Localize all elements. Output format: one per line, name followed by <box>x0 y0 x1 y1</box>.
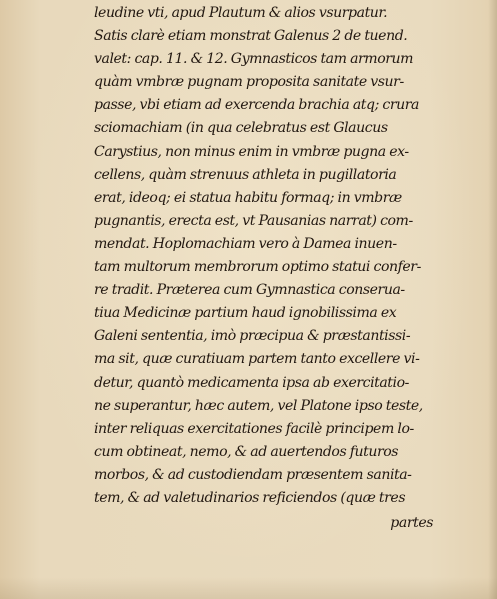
text-line: tiua Medicinæ partium haud ignobilissima ex <box>94 305 397 322</box>
text-line: passe, vbi etiam ad exercenda brachia atq; crura <box>94 97 419 114</box>
text-line: Carystius, non minus enim in vmbræ pugna ex- <box>94 143 409 160</box>
text-line: tam multorum membrorum optimo statui confer- <box>94 259 421 276</box>
paper-bottom-shade <box>0 577 497 599</box>
text-line: re tradit. Præterea cum Gymnastica conserua- <box>94 282 405 299</box>
paper-edge-shadow <box>488 0 497 599</box>
text-line: tem, & ad valetudinarios reficiendos (quæ tres <box>94 489 406 506</box>
text-line: erat, ideoq; ei statua habitu formaq; in vmbræ <box>94 189 402 206</box>
text-line: mendat. Hoplomachiam vero à Damea inuen- <box>94 235 397 252</box>
text-line: leudine vti, apud Plautum & alios vsurpatur. <box>94 5 388 21</box>
text-line: sciomachiam (in qua celebratus est Glaucus <box>94 120 388 137</box>
text-line: cellens, quàm strenuus athleta in pugillatoria <box>94 166 397 183</box>
text-line: inter reliquas exercitationes facilè principem lo- <box>94 420 414 437</box>
catchword: partes <box>390 515 433 532</box>
text-line: ne superantur, hæc autem, vel Platone ipso teste, <box>94 397 423 414</box>
text-line: cum obtineat, nemo, & ad auertendos futuros <box>94 443 399 460</box>
text-block <box>94 2 439 535</box>
text-line: detur, quantò medicamenta ipsa ab exercitatio- <box>94 374 409 391</box>
text-line: ma sit, quæ curatiuam partem tanto excellere vi- <box>94 351 420 368</box>
text-line: quàm vmbræ pugnam proposita sanitate vsur- <box>94 74 404 91</box>
text-line: morbos, & ad custodiendam præsentem sanita- <box>94 466 412 483</box>
text-line: Satis clarè etiam monstrat Galenus 2 de tuend. <box>94 28 408 45</box>
text-line: valet: cap. 11. & 12. Gymnasticos tam armorum <box>94 51 414 68</box>
text-line: pugnantis, erecta est, vt Pausanias narrat) com- <box>94 212 413 229</box>
text-line: Galeni sententia, imò præcipua & præstantissi- <box>94 328 411 345</box>
